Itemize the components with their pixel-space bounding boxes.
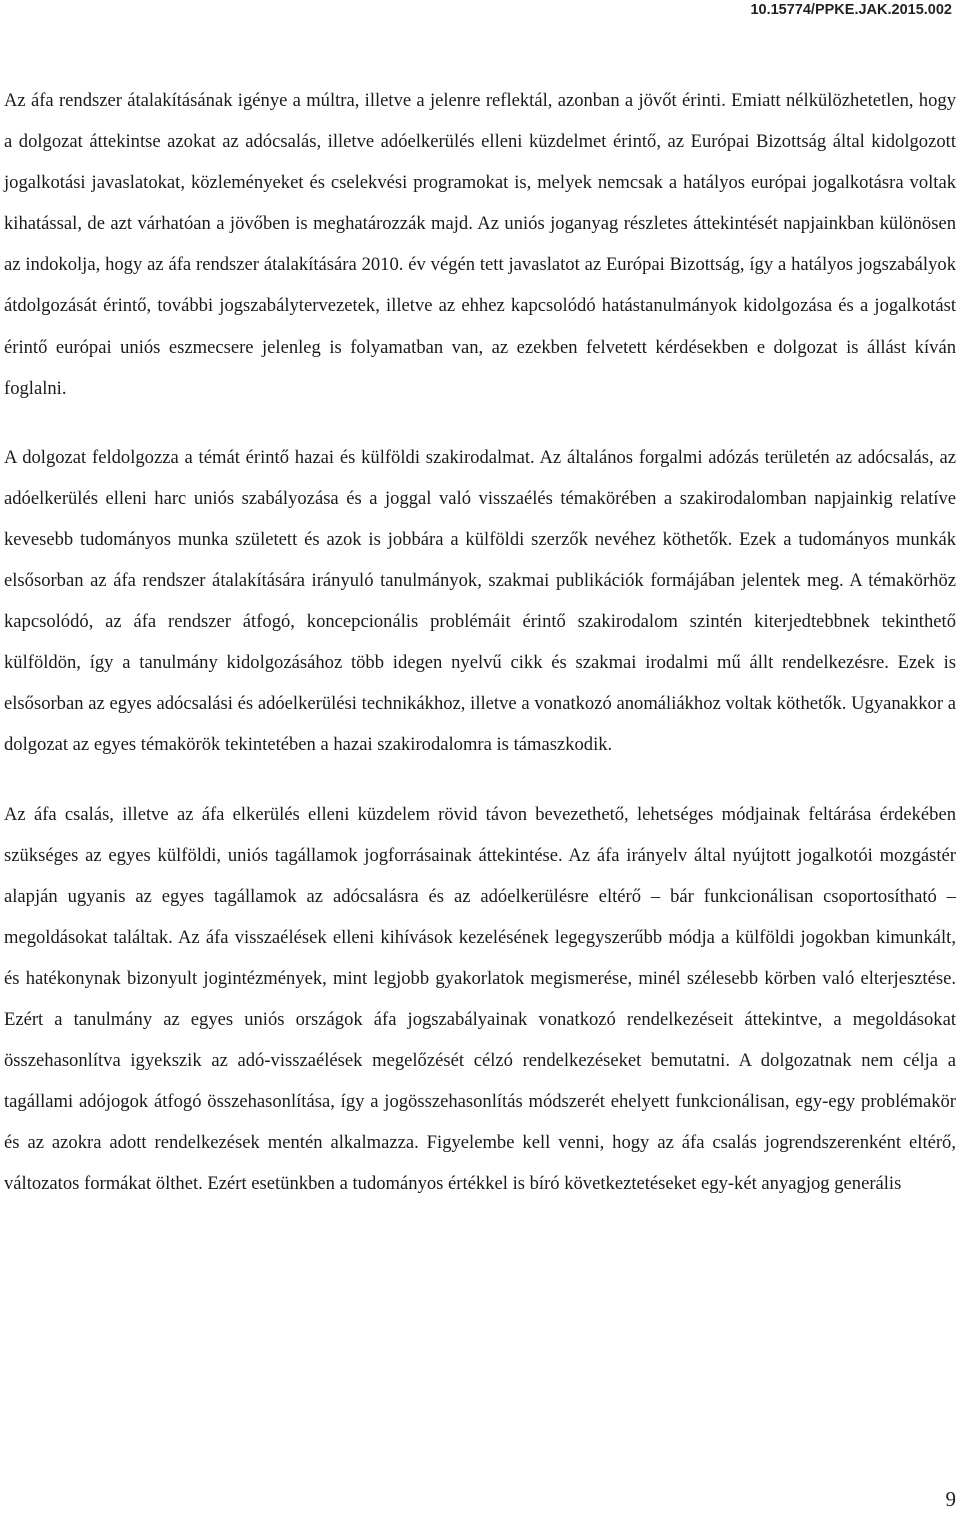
paragraph-1: Az áfa rendszer átalakításának igénye a múltra, illetve a jelenre reflektál, azonban a jövőt érinti. Emiatt nélkülözhetetlen, hogy a dolgozat áttekintse azokat az adócsalás, illetve adóelkerülés elleni küzdelmet érintő, az Európai Bizottság által kidolgozott jogalkotási javaslatokat, közleményeket és cselekvési programokat is, melyek nemcsak a hatályos európai jogalkotásra voltak kihatással, de azt várhatóan a jövőben is meghatározzák majd. Az uniós joganyag részletes áttekintését napjainkban különösen az indokolja, hogy az áfa rendszer átalakítására 2010. év végén tett javaslatot az Európai Bizottság, így a hatályos jogszabályok átdolgozását érintő, további jogszabálytervezetek, illetve az ehhez kapcsolódó hatástanulmányok kidolgozása és a jogalkotást érintő európai uniós eszmecsere jelenleg is folyamatban van, az ezekben felvetett kérdésekben e dolgozat is állást kíván foglalni.: [4, 90, 956, 399]
paragraph-3: Az áfa csalás, illetve az áfa elkerülés elleni küzdelem rövid távon bevezethető, lehetséges módjainak feltárása érdekében szükséges az egyes külföldi, uniós tagállamok jogforrásainak áttekintése. Az áfa irányelv által nyújtott jogalkotói mozgástér alapján ugyanis az egyes tagállamok az adócsalásra és az adóelkerülésre eltérő – bár funkcionálisan csoportosítható – megoldásokat találtak. Az áfa visszaélések elleni kihívások kezelésének legegyszerűbb módja a külföldi jogokban kimunkált, és hatékonynak bizonyult jogintézmények, mint legjobb gyakorlatok megismerése, minél szélesebb körben való elterjesztése. Ezért a tanulmány az egyes uniós országok áfa jogszabályainak vonatkozó rendelkezéseit áttekintve, a megoldásokat összehasonlítva igyekszik az adó-visszaélések megelőzését célzó rendelkezéseket bemutatni. A dolgozatnak nem célja a tagállami adójogok átfogó összehasonlítása, így a jogösszehasonlítás módszerét ehelyett funkcionálisan, egy-egy problémakör és az azokra adott rendelkezések mentén alkalmazza. Figyelembe kell venni, hogy az áfa csalás jogrendszerenként eltérő, változatos formákat ölthet. Ezért esetünkben a tudományos értékkel is bíró következtetéseket egy-két anyagjog generális: [4, 803, 956, 1195]
page-number: 9: [945, 1487, 956, 1511]
paragraph-2: A dolgozat feldolgozza a témát érintő hazai és külföldi szakirodalmat. Az általános forgalmi adózás területén az adócsalás, az adóelkerülés elleni harc uniós szabályozása és a joggal való visszaélés témakörében a szakirodalomban napjainkig relatíve kevesebb tudományos munka született és azok is jobbára a külföldi szerzők nevéhez köthetők. Ezek a tudományos munkák elsősorban az áfa rendszer átalakítására irányuló tanulmányok, szakmai publikációk formájában jelentek meg. A témakörhöz kapcsolódó, az áfa rendszer átfogó, koncepcionális problémáit érintő szakirodalom szintén kiterjedtebbnek tekinthető külföldön, így a tanulmány kidolgozásához több idegen nyelvű cikk és szakmai irodalmi mű állt rendelkezésre. Ezek is elsősorban az egyes adócsalási és adóelkerülési technikákhoz, illetve a vonatkozó anomáliákhoz voltak köthetők. Ugyanakkor a dolgozat az egyes témakörök tekintetében a hazai szakirodalomra is támaszkodik.: [4, 446, 956, 756]
doi-header: 10.15774/PPKE.JAK.2015.002: [750, 2, 952, 18]
document-body: [4, 80, 956, 1204]
